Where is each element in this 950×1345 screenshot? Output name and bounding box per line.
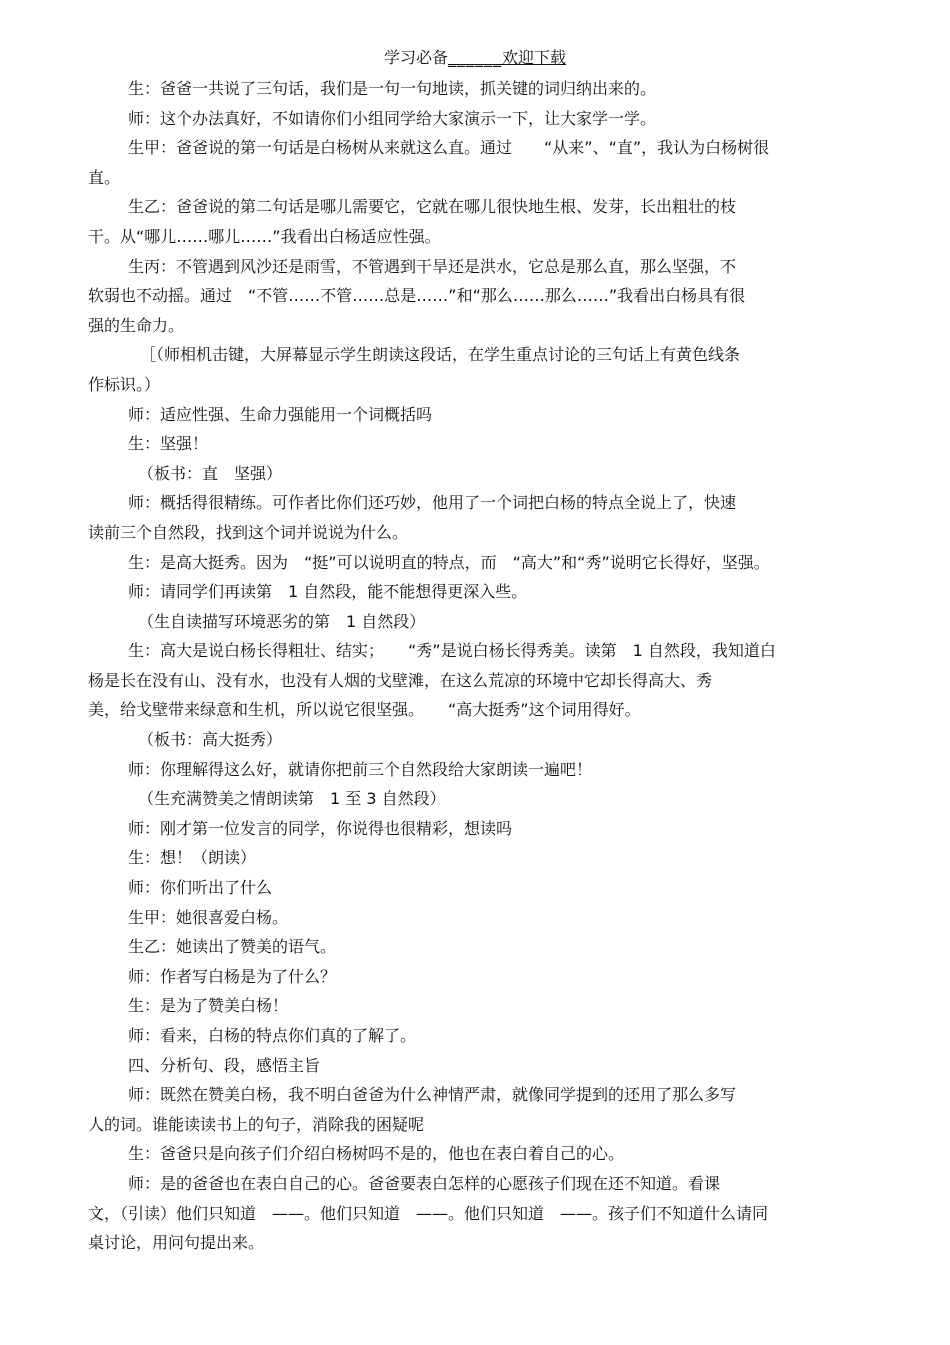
text-line: 生：坚强！ bbox=[128, 434, 209, 454]
text-line: 桌讨论，用问句提出来。 bbox=[88, 1233, 265, 1253]
text-line: 师：刚才第一位发言的同学，你说得也很精彩，想读吗 bbox=[128, 818, 513, 838]
text-line: 生：想！（朗读） bbox=[128, 848, 257, 868]
text-line: 生乙：她读出了赞美的语气。 bbox=[128, 937, 337, 957]
text-line: 四、分析句、段，感悟主旨 bbox=[128, 1055, 321, 1075]
text-line: 师：看来，白杨的特点你们真的了解了。 bbox=[128, 1026, 417, 1045]
text-line: 人的词。谁能读读书上的句子，消除我的困疑呢 bbox=[88, 1114, 425, 1134]
text-line: 作标识。） bbox=[88, 374, 161, 394]
text-line: （板书：直 坚强） bbox=[138, 463, 283, 483]
text-line: 强的生命力。 bbox=[88, 315, 185, 335]
text-line: 师：这个办法真好，不如请你们小组同学给大家演示一下，让大家学一学。 bbox=[128, 108, 657, 128]
text-line: 生：爸爸一共说了三句话，我们是一句一句地读，抓关键的词归纳出来的。 bbox=[128, 79, 657, 98]
text-line: 软弱也不动摇。通过 “不管……不管……总是……”和“那么……那么……”我看出白杨具有很 bbox=[88, 286, 746, 306]
text-line: 生：爸爸只是向孩子们介绍白杨树吗不是的，他也在表白着自己的心。 bbox=[128, 1144, 625, 1164]
page-header bbox=[0, 46, 950, 70]
text-line: 杨是长在没有山、没有水，也没有人烟的戈壁滩，在这么荒凉的环境中它却长得高大、秀 bbox=[88, 670, 713, 690]
text-line: 文，（引读）他们只知道 ——。他们只知道 ——。他们只知道 ——。孩子们不知道什么请同 bbox=[88, 1203, 769, 1223]
text-line: 师：概括得很精练。可作者比你们还巧妙，他用了一个词把白杨的特点全说上了，快速 bbox=[128, 493, 737, 513]
text-line: （生充满赞美之情朗读第 1 至 3 自然段） bbox=[138, 789, 446, 809]
text-line: 生丙：不管遇到风沙还是雨雪，不管遇到干旱还是洪水，它总是那么直，那么坚强，不 bbox=[128, 256, 737, 276]
text-line: 读前三个自然段，找到这个词并说说为什么。 bbox=[88, 522, 409, 542]
header-right-text: 欢迎下载 bbox=[502, 48, 567, 67]
text-line: ［（师相机击键，大屏幕显示学生朗读这段话，在学生重点讨论的三句话上有黄色线条 bbox=[140, 345, 741, 365]
header-left-text: 学习必备 bbox=[383, 48, 448, 67]
text-line: 师：既然在赞美白杨，我不明白爸爸为什么神情严肃，就像同学提到的还用了那么多写 bbox=[128, 1085, 737, 1105]
text-line: 生甲：爸爸说的第一句话是白杨树从来就这么直。通过 “从来”、“直”，我认为白杨树很 bbox=[128, 138, 770, 158]
text-line: 师：你们听出了什么 bbox=[128, 878, 273, 898]
text-line: 直。 bbox=[88, 167, 121, 187]
text-line: 师：请同学们再读第 1 自然段，能不能想得更深入些。 bbox=[128, 582, 528, 602]
text-line: 美，给戈壁带来绿意和生机，所以说它很坚强。 “高大挺秀”这个词用得好。 bbox=[88, 700, 641, 720]
document-body bbox=[88, 74, 856, 1258]
text-line: 生乙：爸爸说的第二句话是哪儿需要它，它就在哪儿很快地生根、发芽，长出粗壮的枝 bbox=[128, 197, 737, 217]
text-line: 师：适应性强、生命力强能用一个词概括吗 bbox=[128, 404, 433, 424]
text-line: 师：作者写白杨是为了什么？ bbox=[128, 966, 337, 986]
text-line: 干。从“哪儿……哪儿……”我看出白杨适应性强。 bbox=[88, 226, 441, 246]
text-line: 生：是高大挺秀。因为 “挺”可以说明直的特点，而 “高大”和“秀”说明它长得好，坚强。 bbox=[128, 552, 770, 572]
text-line: 师：你理解得这么好，就请你把前三个自然段给大家朗读一遍吧！ bbox=[128, 759, 593, 779]
text-line: 师：是的爸爸也在表白自己的心。爸爸要表白怎样的心愿孩子们现在还不知道。看课 bbox=[128, 1173, 721, 1193]
text-line: （生自读描写环境恶劣的第 1 自然段） bbox=[138, 611, 426, 631]
text-line: 生：是为了赞美白杨！ bbox=[128, 996, 289, 1016]
text-line: 生：高大是说白杨长得粗壮、结实； “秀”是说白杨长得秀美。读第 1 自然段，我知道白 bbox=[128, 641, 776, 661]
header-dashes: ______ bbox=[448, 48, 502, 67]
text-line: （板书：高大挺秀） bbox=[138, 730, 283, 750]
text-line: 生甲：她很喜爱白杨。 bbox=[128, 907, 289, 927]
